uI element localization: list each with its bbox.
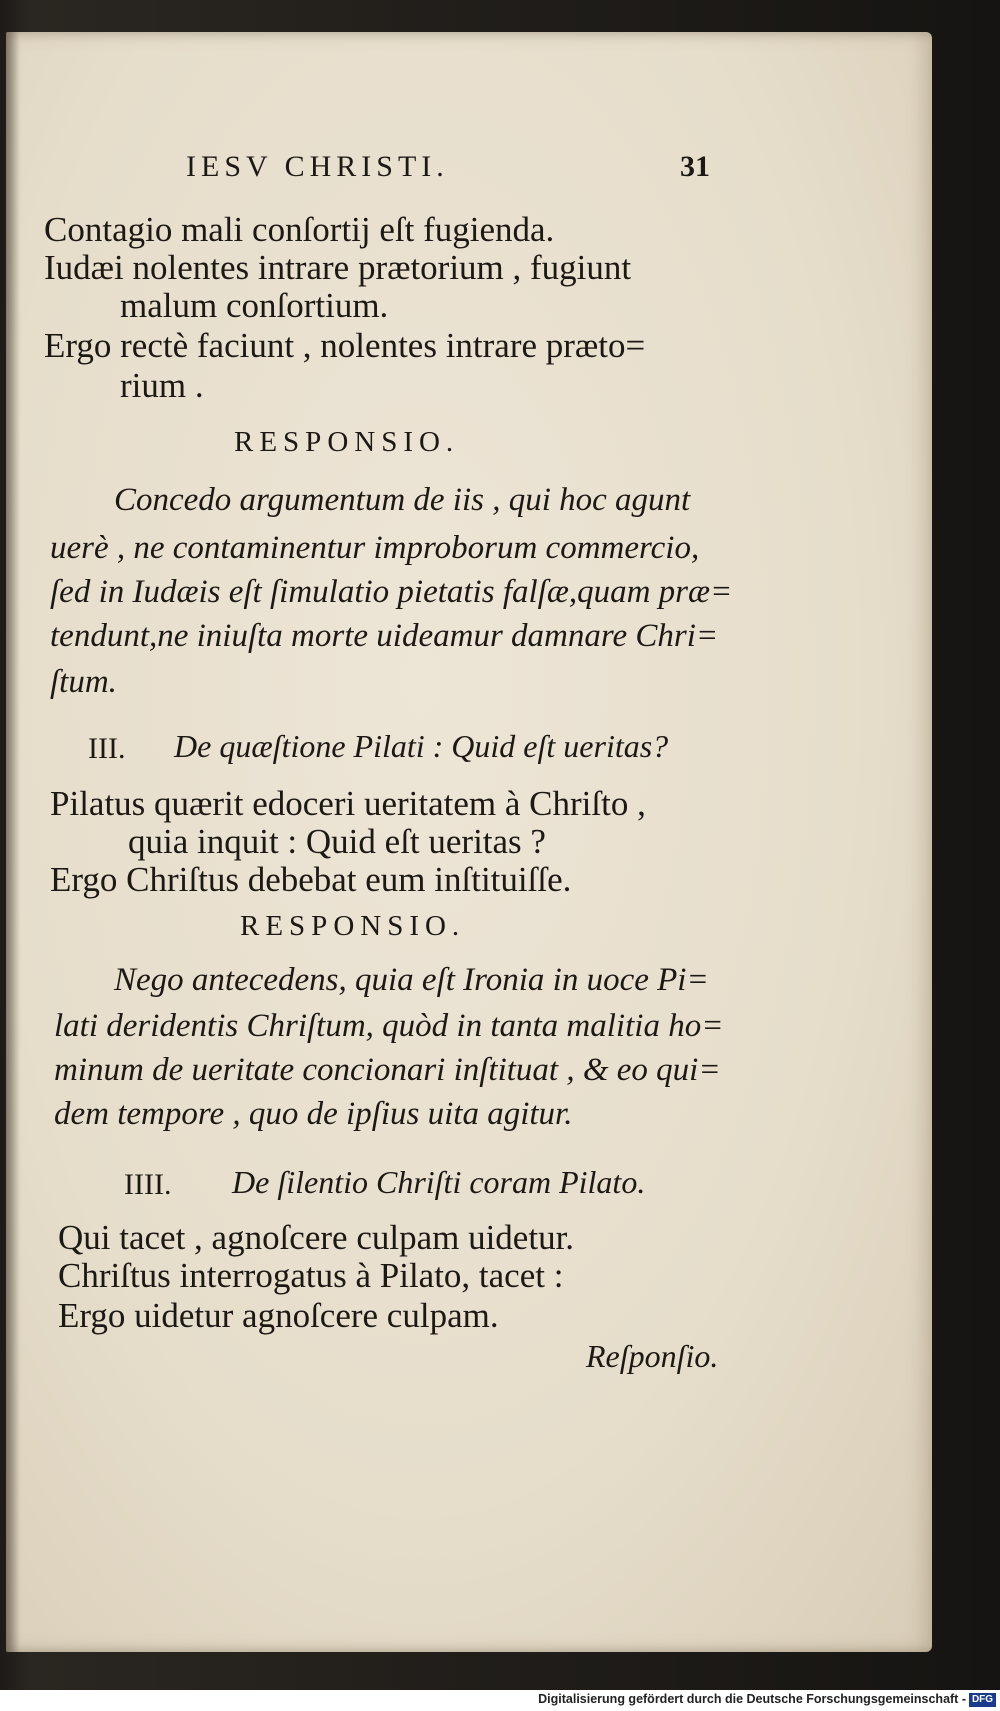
gutter-shadow: [6, 32, 20, 1652]
syllogism-line: rium .: [120, 366, 204, 405]
catchword: Reſponſio.: [586, 1338, 719, 1374]
question-title: De quæſtione Pilati : Quid eſt ueritas?: [174, 728, 669, 764]
dfg-logo: DFG: [969, 1693, 996, 1707]
footer-bar: [0, 1690, 1000, 1711]
funding-credit: Digitalisierung gefördert durch die Deutsche Forschungsgemeinschaft -: [538, 1692, 966, 1706]
response-line: minum de ueritate concionari inſtituat , & eo qui=: [54, 1052, 721, 1088]
response-line: ſtum.: [50, 664, 117, 700]
syllogism-line: Pilatus quærit edoceri ueritatem à Chriſto ,: [50, 784, 646, 823]
running-title: IESV CHRISTI.: [186, 150, 449, 183]
syllogism-line: malum conſortium.: [120, 286, 389, 325]
response-line: Nego antecedens, quia eſt Ironia in uoce Pi=: [114, 962, 709, 998]
page-number: 31: [680, 150, 710, 183]
response-heading: RESPONSIO.: [234, 426, 460, 458]
question-number: IIII.: [124, 1168, 172, 1201]
response-line: lati deridentis Chriſtum, quòd in tanta malitia ho=: [54, 1008, 724, 1044]
response-line: tendunt,ne iniuſta morte uideamur damnare Chri=: [50, 618, 719, 654]
response-line: dem tempore , quo de ipſius uita agitur.: [54, 1096, 573, 1132]
syllogism-line: Ergo Chriſtus debebat eum inſtituiſſe.: [50, 860, 572, 899]
question-title: De ſilentio Chriſti coram Pilato.: [232, 1164, 646, 1200]
response-line: Concedo argumentum de iis , qui hoc agunt: [114, 482, 691, 518]
syllogism-line: Ergo rectè faciunt , nolentes intrare præto=: [44, 326, 646, 365]
syllogism-line: Chriſtus interrogatus à Pilato, tacet :: [58, 1256, 564, 1295]
syllogism-line: Qui tacet , agnoſcere culpam uidetur.: [58, 1218, 575, 1257]
syllogism-line: Contagio mali conſortij eſt fugienda.: [44, 210, 555, 249]
response-line: ſed in Iudæis eſt ſimulatio pietatis falſæ,quam præ=: [50, 574, 733, 610]
syllogism-line: Ergo uidetur agnoſcere culpam.: [58, 1296, 499, 1335]
response-line: uerè , ne contaminentur improborum commercio,: [50, 530, 700, 566]
syllogism-line: quia inquit : Quid eſt ueritas ?: [128, 822, 546, 861]
response-heading: RESPONSIO.: [240, 910, 466, 942]
syllogism-line: Iudæi nolentes intrare prætorium , fugiunt: [44, 248, 632, 287]
question-number: III.: [88, 732, 126, 765]
